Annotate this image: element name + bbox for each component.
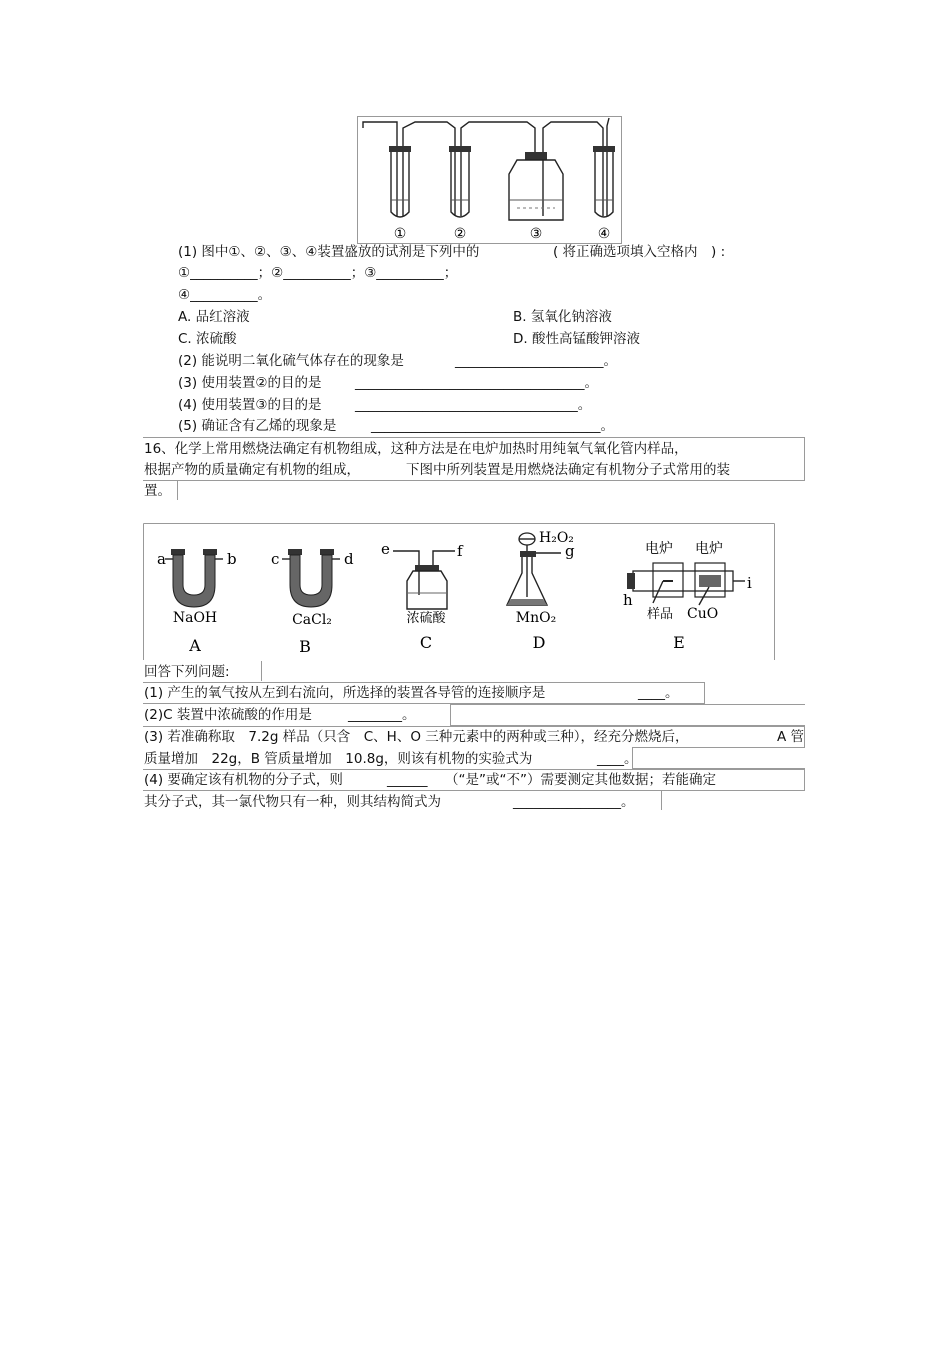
- answers-q3-line2: 质量增加 22g，B 管质量增加 10.8g，则该有机物的实验式为: [144, 751, 533, 767]
- apparatus-a-outlet-label: b: [227, 550, 237, 568]
- q15-part3-text: (3) 使用装置②的目的是: [178, 375, 322, 391]
- q16-line2a: 根据产物的质量确定有机物的组成，: [144, 462, 360, 478]
- q15-part1-hint: ( 将正确选项填入空格内 ) :: [553, 244, 726, 260]
- apparatus-c-letter: C: [419, 633, 433, 652]
- apparatus-e-letter: E: [673, 633, 685, 652]
- answers-q3-line1: (3) 若准确称取 7.2g 样品（只含 C、H、O 三种元素中的两种或三种），经充分燃烧后，: [144, 729, 689, 745]
- option-d: D. 酸性高锰酸钾溶液: [513, 331, 640, 347]
- apparatus-a-reagent: NaOH: [172, 610, 218, 626]
- option-a: A. 品红溶液: [178, 309, 250, 325]
- apparatus-e-furnace-1: 电炉: [645, 541, 673, 557]
- apparatus-c: [381, 540, 464, 652]
- apparatus-a-letter: A: [189, 636, 201, 655]
- figure-1-label-1: ①: [393, 226, 407, 242]
- apparatus-c-reagent: 浓硫酸: [406, 611, 446, 626]
- apparatus-b-reagent: CaCl₂: [292, 612, 332, 628]
- q15-part4-text: (4) 使用装置③的目的是: [178, 397, 322, 413]
- figure-1-label-3: ③: [529, 226, 543, 242]
- figure-1-label-2: ②: [453, 226, 467, 242]
- apparatus-e-furnace-2: 电炉: [695, 541, 723, 557]
- apparatus-b-inlet-label: c: [271, 550, 280, 568]
- answers-q4-line2: 其分子式，其一氯代物只有一种，则其结构简式为: [144, 794, 441, 810]
- option-c: C. 浓硫酸: [178, 331, 237, 347]
- answers-q2-blank: ________。: [348, 707, 416, 723]
- apparatus-c-inlet-label: e: [381, 540, 390, 558]
- apparatus-e-inlet-label: h: [623, 591, 633, 609]
- answers-q4-mid: （“是”或“不”）需要测定其他数据；若能确定: [445, 772, 716, 788]
- q15-blanks-row2: ④__________。: [178, 287, 272, 303]
- q16-line3: 置。: [144, 483, 171, 499]
- answers-q3-blank: ____。: [597, 751, 638, 767]
- q15-part3-blank: __________________________________。: [355, 375, 598, 391]
- answers-q1-text: (1) 产生的氧气按从左到右流向，所选择的装置各导管的连接顺序是: [144, 685, 546, 701]
- answers-q4-line1: (4) 要确定该有机物的分子式，则: [144, 772, 343, 788]
- answers-q3-tail: A 管: [777, 729, 805, 745]
- answers-intro-edge: [261, 661, 262, 681]
- q15-part1-text: (1) 图中①、②、③、④装置盛放的试剂是下列中的: [178, 244, 480, 260]
- figure-1-label-4: ④: [597, 226, 611, 242]
- apparatus-e-outlet-label: i: [747, 574, 752, 592]
- apparatus-d: [507, 530, 575, 652]
- q15-part2-blank: ______________________。: [455, 353, 617, 369]
- apparatus-e-cuo-label: CuO: [687, 606, 719, 622]
- q16-line2b: 下图中所列装置是用燃烧法确定有机物分子式常用的装: [406, 462, 730, 478]
- figure-1-apparatus: [357, 116, 622, 244]
- answers-q4-edge: [661, 790, 662, 810]
- apparatus-d-top-label: H₂O₂: [539, 530, 574, 546]
- q15-part2-text: (2) 能说明二氧化硫气体存在的现象是: [178, 353, 404, 369]
- answers-intro: 回答下列问题:: [144, 664, 230, 680]
- apparatus-d-outlet-label: g: [565, 542, 575, 560]
- apparatus-d-letter: D: [532, 633, 546, 652]
- apparatus-a-inlet-label: a: [157, 550, 166, 568]
- answers-q4-blank1: ______: [387, 772, 428, 788]
- answers-q3-blank-frame: [632, 747, 805, 769]
- q15-part5-text: (5) 确证含有乙烯的现象是: [178, 418, 337, 434]
- answers-q4-blank2: ________________。: [513, 794, 635, 810]
- apparatus-e-sample-label: 样品: [647, 607, 674, 622]
- q16-line1: 16、化学上常用燃烧法确定有机物组成，这种方法是在电炉加热时用纯氧气氧化管内样品，: [144, 441, 688, 457]
- q16-line3-edge: [177, 480, 178, 500]
- figure-2-apparatus: [143, 523, 775, 661]
- q15-blanks-row1: ①__________；②__________；③__________；: [178, 265, 458, 281]
- option-b: B. 氢氧化钠溶液: [513, 309, 612, 325]
- q15-part4-blank: _________________________________。: [355, 397, 592, 413]
- apparatus-b-outlet-label: d: [344, 550, 354, 568]
- apparatus-b: [271, 549, 354, 656]
- apparatus-b-letter: B: [299, 637, 311, 656]
- answers-q2-frame: [450, 704, 805, 726]
- answers-q1-blank: ____。: [638, 685, 679, 701]
- q15-part5-blank: __________________________________。: [371, 418, 614, 434]
- apparatus-d-reagent: MnO₂: [515, 610, 557, 626]
- apparatus-c-outlet-label: f: [457, 542, 463, 560]
- answers-q2-text: (2)C 装置中浓硫酸的作用是: [144, 707, 312, 723]
- apparatus-a: [157, 549, 237, 655]
- apparatus-e: [623, 540, 752, 652]
